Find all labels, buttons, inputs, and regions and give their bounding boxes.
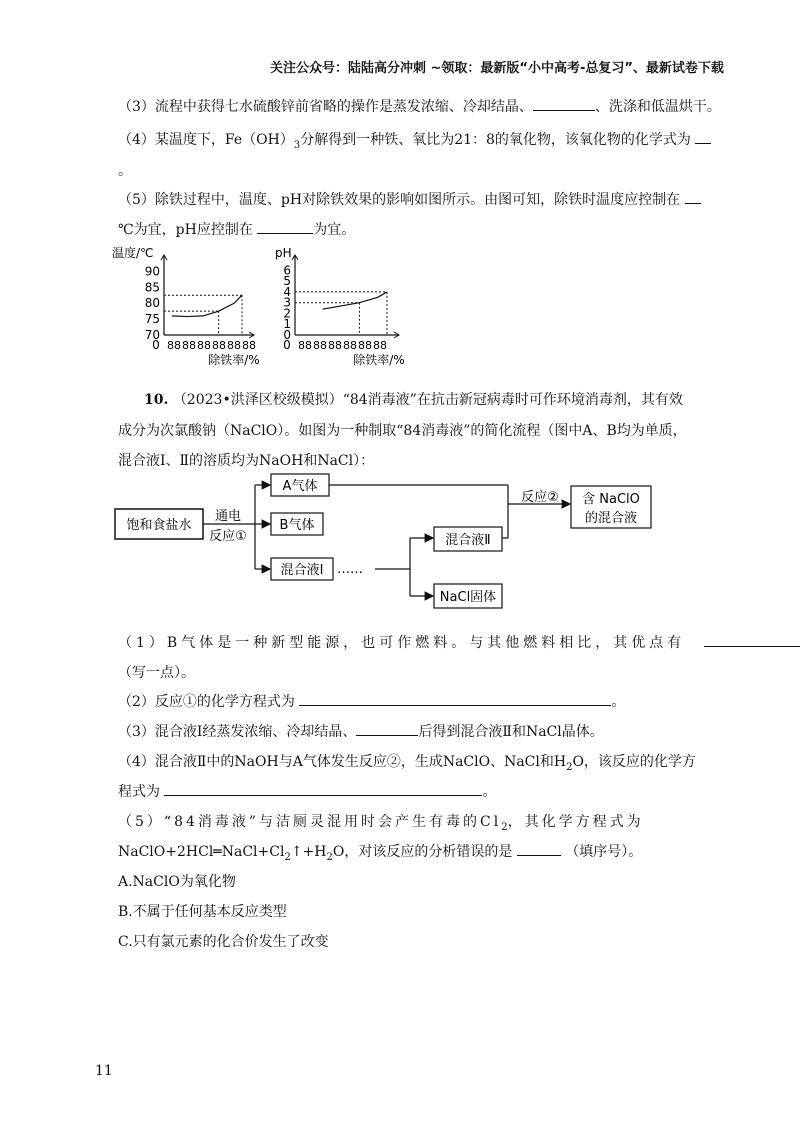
q4-period: 。	[118, 163, 132, 179]
charts-figure	[112, 240, 432, 370]
x-tick-label: 88	[197, 339, 211, 352]
q10-text-a: （2023•洪泽区校级模拟）“84消毒液”在抗击新冠病毒时可作环境消毒剂，其有效	[172, 392, 683, 408]
y-tick-label: 90	[144, 264, 160, 279]
mix1-label: 混合液Ⅰ	[280, 563, 324, 578]
x-tick-label: 88	[242, 339, 256, 352]
option-c: C.只有氯元素的化合价发生了改变	[118, 934, 329, 950]
reaction1-label: 反应①	[209, 529, 247, 544]
s2-text: （2）反应①的化学方程式为	[118, 694, 295, 710]
s4-subscript: 2	[566, 761, 573, 773]
y-tick-label: 0	[283, 328, 291, 342]
x-tick-label: 88	[313, 339, 327, 352]
q4-subscript: 3	[293, 139, 301, 151]
s5-text-b: ，其化学方程式为	[507, 814, 644, 830]
question-10-line1	[144, 389, 683, 409]
question-3	[118, 96, 721, 116]
x-tick-label: 0	[283, 338, 291, 352]
question-5-cont	[118, 219, 355, 239]
q3-text: （3）流程中获得七水硫酸锌前省略的操作是蒸发浓缩、冷却结晶、	[118, 99, 533, 115]
s1-blank[interactable]	[704, 632, 800, 647]
y-tick-label: 2	[283, 306, 291, 321]
y-tick-label: 1	[283, 317, 291, 332]
s1-text-a: （1）B气体是一种新型能源，也可作燃料。与其他燃料相比，其优点有	[118, 635, 686, 651]
q5-temp-blank[interactable]	[685, 189, 701, 204]
y-axis-title: 温度/℃	[112, 246, 154, 260]
option-a: A.NaClO为氧化物	[118, 874, 236, 890]
s5-c-sub: 2	[284, 851, 291, 863]
s3-blank[interactable]	[356, 721, 418, 736]
sub-q1	[118, 632, 800, 652]
y-tick-label: 75	[144, 312, 160, 327]
question-10-line3: 混合液Ⅰ、Ⅱ的溶质均为NaOH和NaCl）：	[118, 453, 375, 469]
mix2-label: 混合液Ⅱ	[445, 533, 491, 548]
y-tick-label: 80	[144, 296, 160, 311]
product-label-1: 含 NaClO	[582, 492, 640, 507]
s5-subscript: 2	[501, 821, 508, 833]
q10-number: 10.	[144, 392, 169, 408]
s4-blank[interactable]	[164, 781, 482, 796]
temperature-chart	[112, 245, 260, 367]
s3-text-a: （3）混合液Ⅰ经蒸发浓缩、冷却结晶、	[118, 724, 357, 740]
x-tick-label: 88	[358, 339, 372, 352]
x-tick-label: 88	[227, 339, 241, 352]
x-tick-label: 88	[167, 339, 181, 352]
s5-text-e: （填序号）。	[565, 844, 643, 860]
q5-text-b: ℃为宜，pH应控制在	[118, 222, 253, 238]
s5-text-c: NaClO+2HCl═NaCl+Cl	[118, 844, 285, 860]
product-label-2: 的混合液	[584, 511, 638, 526]
s2-end: 。	[611, 694, 626, 710]
y-tick-label: 4	[283, 284, 291, 299]
question-5	[118, 189, 701, 209]
s4-end: 。	[482, 784, 497, 800]
y-tick-label: 6	[283, 263, 291, 278]
q3-blank[interactable]	[533, 96, 595, 111]
s3-text-b: 后得到混合液Ⅱ和NaCl晶体。	[418, 724, 604, 740]
gas-a-label: A气体	[282, 479, 318, 494]
reaction2-label: 反应②	[521, 490, 559, 505]
electrify-label: 通电	[214, 509, 242, 524]
data-curve	[172, 295, 242, 316]
x-tick-label: 88	[182, 339, 196, 352]
x-tick-label: 88	[343, 339, 357, 352]
sub-q2	[118, 691, 625, 711]
s5-c-sub2: 2	[326, 851, 333, 863]
q5-text-c: 为宜。	[313, 222, 356, 238]
x-tick-label: 88	[298, 339, 312, 352]
s2-blank[interactable]	[299, 691, 611, 706]
x-tick-label: 0	[152, 338, 160, 352]
s5-text-d: O，对该反应的分析错误的是	[332, 844, 513, 860]
sub-q4-cont	[118, 781, 496, 801]
question-4	[118, 129, 711, 151]
q3-text-end: 、洗涤和低温烘干。	[594, 99, 721, 115]
brine-label: 饱和食盐水	[126, 518, 192, 533]
y-tick-label: 85	[144, 280, 160, 295]
s5-blank[interactable]	[517, 841, 561, 856]
gas-b-label: B气体	[279, 518, 315, 533]
s4-text-a: （4）混合液Ⅱ中的NaOH与A气体发生反应②，生成NaClO、NaCl和H	[118, 754, 567, 770]
y-tick-label: 3	[283, 295, 291, 310]
x-axis-title: 除铁率/%	[353, 353, 405, 367]
data-curve	[323, 292, 387, 309]
x-tick-label: 88	[328, 339, 342, 352]
s5-text-a: （5）“84消毒液”与洁厕灵混用时会产生有毒的Cl	[118, 814, 502, 830]
s4-text-c: 程式为	[118, 784, 160, 800]
flow-diagram	[110, 472, 670, 612]
q4-text-b: 分解得到一种铁、氧比为21：8的氧化物，该氧化物的化学式为	[300, 132, 691, 148]
sub-q5-cont	[118, 841, 642, 863]
sub-q1-cont: （写一点）。	[118, 665, 195, 681]
question-10-line2: 成分为次氯酸钠（NaClO）。如图为一种制取“84消毒液”的简化流程（图中A、B均为单质，	[118, 423, 687, 439]
dots-label: ……	[337, 562, 363, 577]
y-tick-label: 70	[144, 328, 160, 342]
sub-q3	[118, 721, 604, 741]
page-number: 11	[95, 1063, 113, 1079]
page-header: 关注公众号：陆陆高分冲刺 ~领取：最新版“小中高考-总复习”、最新试卷下载	[270, 61, 724, 76]
nacl-solid-label: NaCl固体	[439, 590, 497, 605]
y-axis-title: pH	[275, 246, 292, 260]
sub-q4	[118, 751, 696, 773]
q4-blank[interactable]	[695, 129, 711, 144]
sub-q5	[118, 811, 644, 833]
ph-chart	[275, 246, 405, 367]
x-tick-label: 88	[212, 339, 226, 352]
x-axis-title: 除铁率/%	[208, 353, 260, 367]
q4-text-a: （4）某温度下，Fe（OH）	[118, 132, 294, 148]
option-b: B.不属于任何基本反应类型	[118, 904, 287, 920]
q5-ph-blank[interactable]	[257, 219, 313, 234]
y-tick-label: 5	[283, 274, 291, 289]
x-tick-label: 88	[373, 339, 387, 352]
q5-text-a: （5）除铁过程中，温度、pH对除铁效果的影响如图所示。由图可知，除铁时温度应控制在	[118, 192, 681, 208]
s4-text-b: O，该反应的化学方	[572, 754, 696, 770]
s5-text-c2: ↑+H	[290, 844, 327, 860]
